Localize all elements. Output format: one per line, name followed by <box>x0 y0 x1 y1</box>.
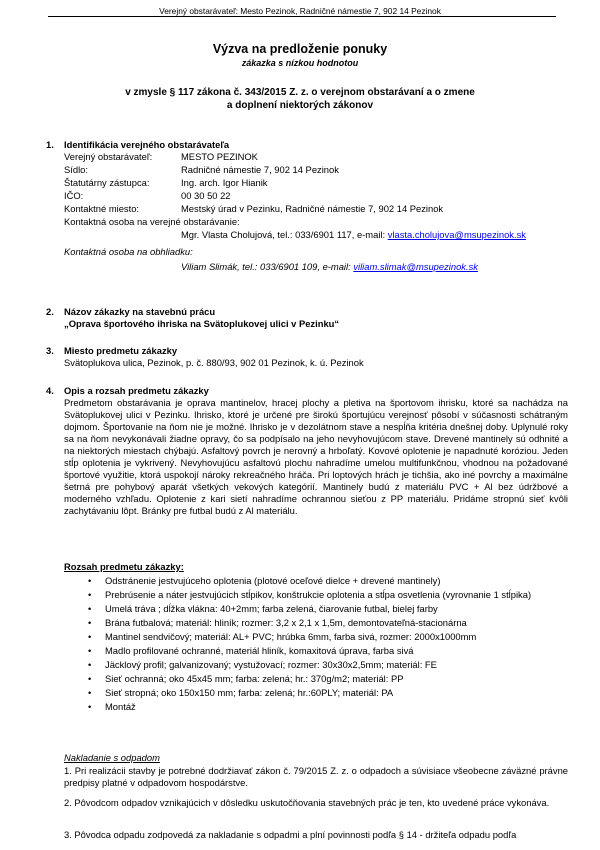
label-inspection-contact: Kontaktná osoba na obhliadku: <box>64 246 193 257</box>
value-ico: 00 30 50 22 <box>181 190 231 201</box>
scope-item: • Brána futbalová; materiál: hliník; rozmer: 3,2 x 2,1 x 1,5m, demontovateľná-stacionárna <box>88 617 467 628</box>
bullet-icon: • <box>88 631 92 642</box>
scope-item: • Prebrúsenie a náter jestvujúcich stĺpikov, konštrukcie oplotenia a stĺpa osvetlenia (vyrovnanie 1 stĺpika) <box>88 589 532 600</box>
value-seat: Radničné námestie 7, 902 14 Pezinok <box>181 164 339 175</box>
header-divider <box>48 16 556 17</box>
section-1-number: 1. <box>46 139 54 150</box>
label-seat: Sídlo: <box>64 164 88 175</box>
label-contact-place: Kontaktné miesto: <box>64 203 140 214</box>
section-3-heading: Miesto predmetu zákazky <box>64 345 178 356</box>
document-title: Výzva na predloženie ponuky <box>212 42 388 56</box>
law-line-2: a doplnení niektorých zákonov <box>226 100 374 111</box>
bullet-icon: • <box>88 645 92 656</box>
label-ico: IČO: <box>64 190 84 201</box>
contact-email-link[interactable]: vlasta.cholujova@msupezinok.sk <box>387 229 526 240</box>
scope-title: Rozsah predmetu zákazky: <box>64 561 184 572</box>
section-2-number: 2. <box>46 306 54 317</box>
value-inspection-contact: Viliam Slimák, tel.: 033/6901 109, e-mail: viliam.slimak@msupezinok.sk <box>181 261 478 272</box>
scope-item: • Sieť ochranná; oko 45x45 mm; farba: zelená; hr.: 370g/m2; materiál: PP <box>88 673 404 684</box>
value-contracting-authority: MESTO PEZINOK <box>181 151 258 162</box>
contract-name: „Oprava športového ihriska na Svätoplukovej ulici v Pezinku“ <box>64 318 340 329</box>
scope-item: • Mantinel sendvičový; materiál: AL+ PVC; hrúbka 6mm, farba sivá, rozmer: 2000x1000mm <box>88 631 477 642</box>
label-contracting-authority: Verejný obstarávateľ: <box>64 151 153 162</box>
section-1-heading: Identifikácia verejného obstarávateľa <box>64 139 230 150</box>
section-4-heading: Opis a rozsah predmetu zákazky <box>64 385 209 396</box>
running-header: Verejný obstarávateľ: Mesto Pezinok, Radničné námestie 7, 902 14 Pezinok <box>159 6 441 16</box>
waste-point-1: 1. Pri realizácii stavby je potrebné dodržiavať zákon č. 79/2015 Z. z. o odpadoch a súvisiace všeobecne záväzné právne predpisy platné v odpadovom hospodárstve. <box>64 765 568 788</box>
bullet-icon: • <box>88 617 92 628</box>
value-statutory: Ing. arch. Igor Hianik <box>181 177 268 188</box>
scope-item: • Odstránenie jestvujúceho oplotenia (plotové oceľové dielce + drevené mantinely) <box>88 575 441 586</box>
bullet-icon: • <box>88 589 92 600</box>
waste-point-3: 3. Pôvodca odpadu zodpovedá za nakladanie s odpadmi a plní povinnosti podľa § 14 - držiteľa odpadu podľa <box>64 829 517 840</box>
scope-item: • Madlo profilované ochranné, materiál hliník, komaxitová úprava, farba sivá <box>88 645 414 656</box>
label-contact-person: Kontaktná osoba na verejné obstarávanie: <box>64 216 240 227</box>
scope-list <box>88 575 568 715</box>
inspection-email-link[interactable]: viliam.slimak@msupezinok.sk <box>353 261 478 272</box>
scope-item: • Montáž <box>88 701 136 712</box>
waste-point-2: 2. Pôvodcom odpadov vznikajúcich v dôsledku uskutočňovania stavebných prác je ten, kto uvedené práce vykonáva. <box>64 797 550 808</box>
description-paragraph: Predmetom obstarávania je oprava mantinelov, hracej plochy a pletiva na športovom ihrisku, ktoré sa nachádza na Svätoplukovej ulici v Pezinku. Ihrisko, ktoré je určené pre širokú športujúcu verejnosť pôsobí v súčasnosti schátraným dojmom. Športovanie na ňom nie je možné. Ihrisko je v dezolátnom stave a nespĺňa kritéria dnešnej doby. Uplynulé roky sa na ňom nevykonávali žiadne opravy, čo sa podpísalo na jeho nevyhovujúcom stave. Drevené mantinely sú odhnité a na niektorých miestach chýbajú. Asfaltový povrch je nerovný a hrboľatý. Kovové oplotenie je napadnuté koróziou. Jeden stĺp oplotenia je vykrivený. Nevyhovujúcu asfaltovú plochu nahradíme umelou multifunkčnou, vhodnou na požadované športové využitie, ktorá uspokojí nároky rekreačného hráča. Pri loptových hrách je tichšia, ako iné povrchy a maximálne šetrná pre pohybový aparát všetkých vekových kategórií. Mantinely budú z materiálu PVC + Al bez údržbové a moderného vzhľadu. Oplotenie z kari sietí nahradíme ochrannou sieťou z PP materiálu. Pridáme stropnú sieť kvôli zachytávaniu lôpt. Bránky pre futbal budú z Al materiálu. <box>64 397 568 516</box>
document-subtitle: zákazka s nízkou hodnotou <box>241 58 359 68</box>
section-3-number: 3. <box>46 345 54 356</box>
bullet-icon: • <box>88 673 92 684</box>
bullet-icon: • <box>88 659 92 670</box>
value-contact-place: Mestský úrad v Pezinku, Radničné námestie 7, 902 14 Pezinok <box>181 203 444 214</box>
scope-item: • Sieť stropná; oko 150x150 mm; farba: zelená; hr.:60PLY; materiál: PA <box>88 687 394 698</box>
waste-title: Nakladanie s odpadom <box>64 752 160 763</box>
value-contact-person: Mgr. Vlasta Cholujová, tel.: 033/6901 117, e-mail: vlasta.cholujova@msupezinok.sk <box>181 229 526 240</box>
bullet-icon: • <box>88 575 92 586</box>
scope-item: • Jäcklový profil; galvanizovaný; vystužovací; rozmer: 30x30x2,5mm; materiál: FE <box>88 659 437 670</box>
subject-location: Svätoplukova ulica, Pezinok, p. č. 880/93, 902 01 Pezinok, k. ú. Pezinok <box>64 357 364 368</box>
section-4-number: 4. <box>46 385 54 396</box>
scope-item: • Umelá tráva ; dĺžka vlákna: 40+2mm; farba zelená, čiarovanie futbal, bielej farby <box>88 603 438 614</box>
section-2-heading: Názov zákazky na stavebnú prácu <box>64 306 216 317</box>
bullet-icon: • <box>88 603 92 614</box>
bullet-icon: • <box>88 701 92 712</box>
label-statutory: Štatutárny zástupca: <box>64 177 150 188</box>
bullet-icon: • <box>88 687 92 698</box>
law-reference <box>100 86 500 112</box>
law-line-1: v zmysle § 117 zákona č. 343/2015 Z. z. o verejnom obstarávaní a o zmene <box>125 87 475 98</box>
